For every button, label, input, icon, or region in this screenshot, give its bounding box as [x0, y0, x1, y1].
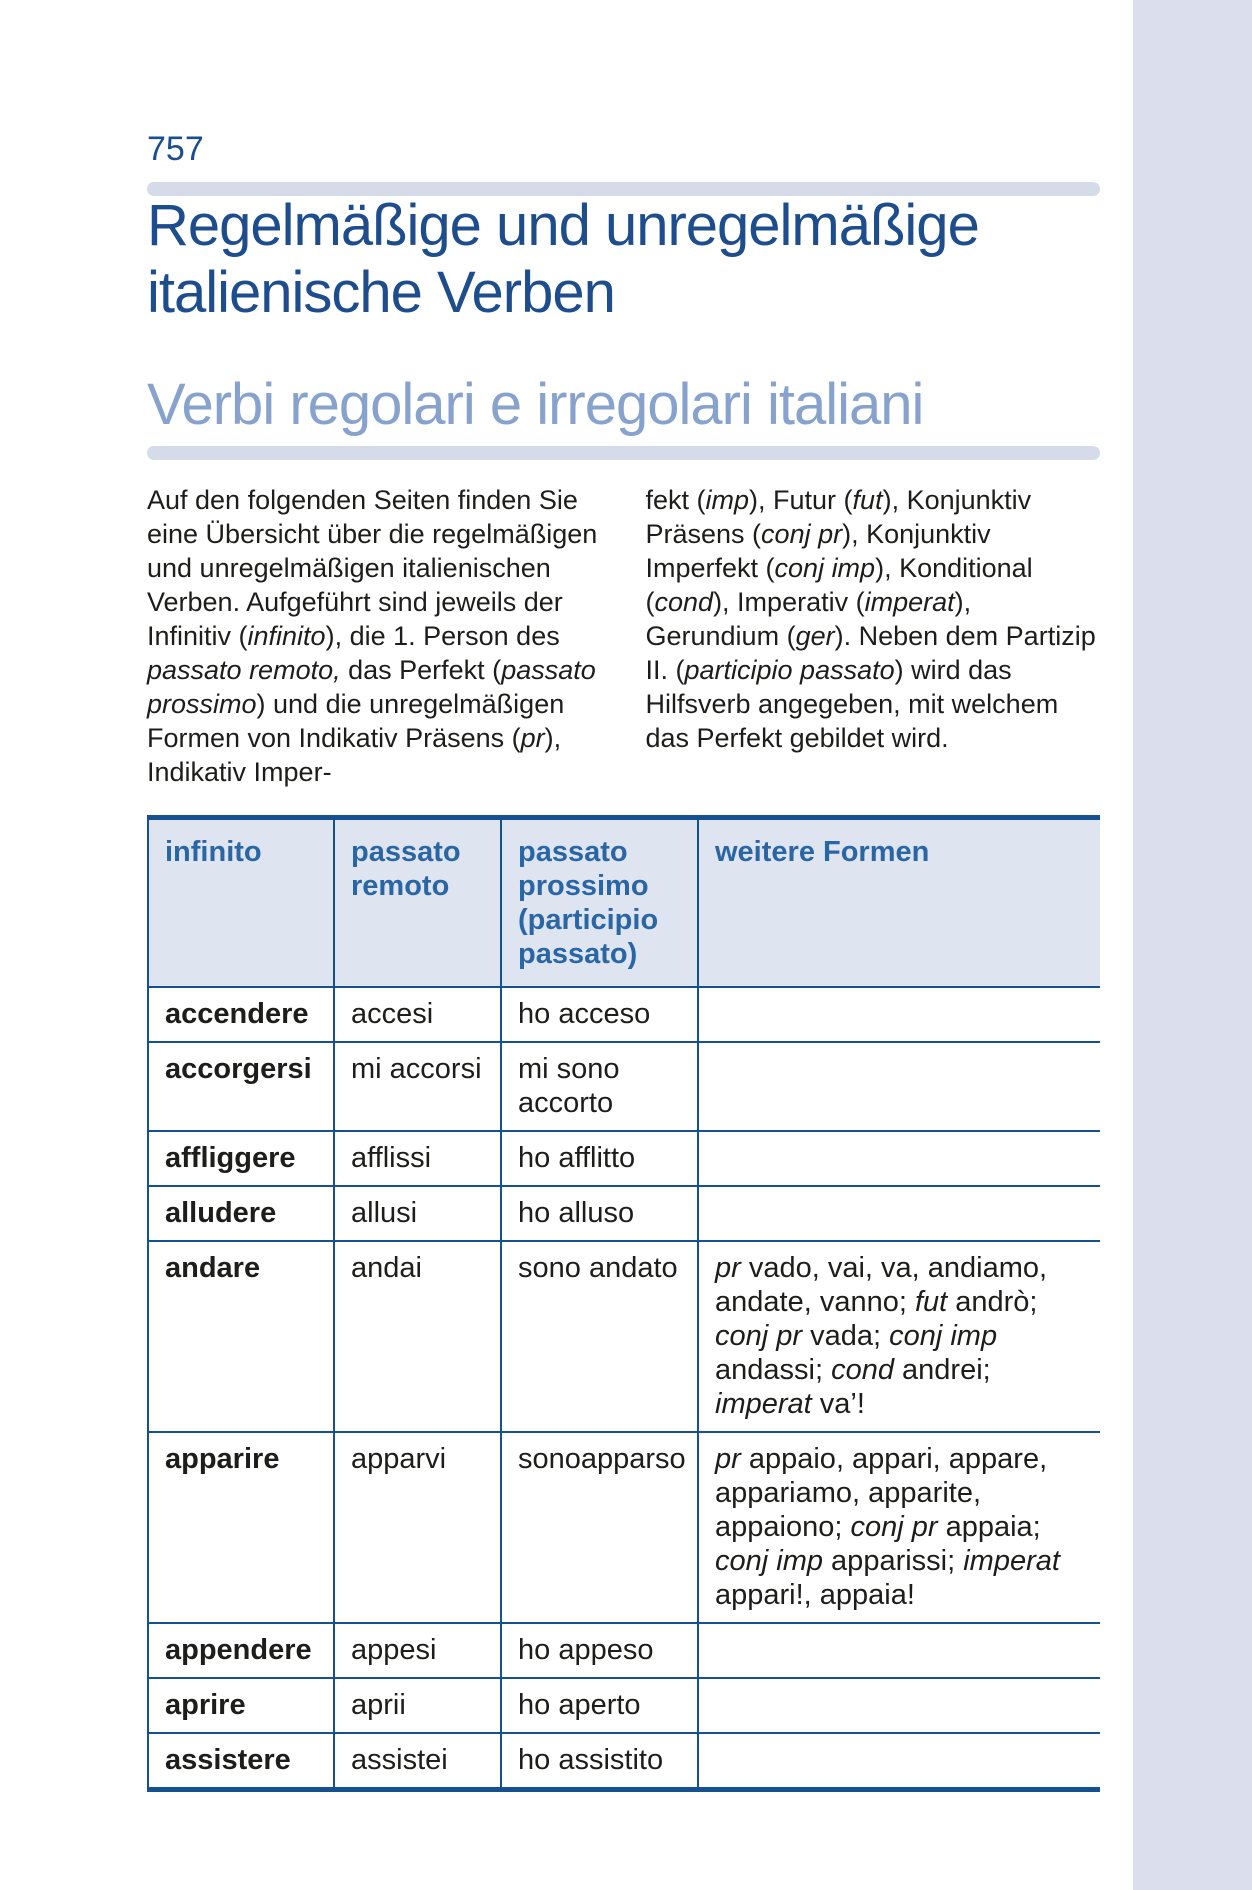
verb-row-aprire	[148, 1678, 1100, 1733]
column-header-passato-prossimo: passato prossimo (participio passato)	[501, 818, 698, 988]
verbs-table	[147, 815, 1100, 1792]
passato-remoto-cell: aprii	[334, 1678, 501, 1733]
passato-prossimo-cell: ho acceso	[501, 987, 698, 1042]
passato-prossimo-cell: ho afflitto	[501, 1131, 698, 1186]
passato-remoto-cell: assistei	[334, 1733, 501, 1790]
verb-row-andare	[148, 1241, 1100, 1432]
weitere-formen-cell	[698, 1623, 1100, 1678]
weitere-formen-cell: pr appaio, appari, appare, appariamo, apparite, appaiono; conj pr appaia; conj imp apparissi; imperat appari!, appaia!	[698, 1432, 1100, 1623]
verbs-table-body	[148, 987, 1100, 1790]
page-content	[147, 0, 1100, 1890]
passato-prossimo-cell: sono andato	[501, 1241, 698, 1432]
column-header-weitere-formen: weitere Formen	[698, 818, 1100, 988]
passato-prossimo-cell: sonoapparso	[501, 1432, 698, 1623]
page-title-german: Regelmäßige und unregelmäßige italienische Verben	[147, 193, 979, 325]
table-header-row	[148, 818, 1100, 988]
verb-row-affliggere	[148, 1131, 1100, 1186]
verb-row-apparire	[148, 1432, 1100, 1623]
weitere-formen-cell	[698, 987, 1100, 1042]
verb-table-container	[147, 815, 1100, 1792]
verb-row-appendere	[148, 1623, 1100, 1678]
column-header-passato-remoto: passato remoto	[334, 818, 501, 988]
verb-row-accendere	[148, 987, 1100, 1042]
passato-prossimo-cell: ho assistito	[501, 1733, 698, 1790]
infinito-cell: appendere	[148, 1623, 334, 1678]
passato-prossimo-cell: mi sono accorto	[501, 1042, 698, 1131]
intro-column-left: Auf den folgenden Seiten finden Sie eine Übersicht über die regelmäßigen und unregelmäßigen italienischen Verben. Aufgeführt sind jeweils der Infinitiv (infinito), die 1. Person des passato remoto, das Perfekt (passato prossimo) und die unregelmäßigen Formen von Indikativ Präsens (pr), Indikativ Imper-	[147, 485, 598, 787]
passato-prossimo-cell: ho appeso	[501, 1623, 698, 1678]
weitere-formen-cell	[698, 1186, 1100, 1241]
page-title-italian: Verbi regolari e irregolari italiani	[147, 372, 924, 437]
decorative-rule-middle	[147, 446, 1100, 460]
infinito-cell: alludere	[148, 1186, 334, 1241]
weitere-formen-cell: pr vado, vai, va, andiamo, andate, vanno; fut andrò; conj pr vada; conj imp andassi; cond andrei; imperat va’!	[698, 1241, 1100, 1432]
verb-row-accorgersi	[148, 1042, 1100, 1131]
weitere-formen-cell	[698, 1678, 1100, 1733]
infinito-cell: andare	[148, 1241, 334, 1432]
infinito-cell: aprire	[148, 1678, 334, 1733]
passato-remoto-cell: mi accorsi	[334, 1042, 501, 1131]
passato-remoto-cell: allusi	[334, 1186, 501, 1241]
passato-remoto-cell: andai	[334, 1241, 501, 1432]
passato-remoto-cell: appesi	[334, 1623, 501, 1678]
intro-column-right: fekt (imp), Futur (fut), Konjunktiv Präsens (conj pr), Konjunktiv Imperfekt (conj imp), Konditional (cond), Imperativ (imperat), Gerundium (ger). Neben dem Partizip II. (participio passato) wird das Hilfsverb angegeben, mit welchem das Perfekt gebildet wird.	[645, 485, 1096, 753]
passato-prossimo-cell: ho aperto	[501, 1678, 698, 1733]
infinito-cell: affliggere	[148, 1131, 334, 1186]
infinito-cell: accorgersi	[148, 1042, 334, 1131]
infinito-cell: accendere	[165, 998, 309, 1030]
passato-remoto-cell: accesi	[334, 987, 501, 1042]
column-header-infinito: infinito	[148, 818, 334, 988]
page-number: 757	[147, 130, 204, 168]
weitere-formen-cell	[698, 1131, 1100, 1186]
infinito-cell: assistere	[148, 1733, 334, 1790]
weitere-formen-cell	[698, 1733, 1100, 1790]
page-edge-strip	[1133, 0, 1252, 1890]
weitere-formen-cell	[698, 1042, 1100, 1131]
verb-row-assistere	[148, 1733, 1100, 1790]
intro-paragraph	[147, 483, 1100, 789]
verb-row-alludere	[148, 1186, 1100, 1241]
infinito-cell: apparire	[148, 1432, 334, 1623]
passato-remoto-cell: apparvi	[334, 1432, 501, 1623]
passato-remoto-cell: afflissi	[334, 1131, 501, 1186]
passato-prossimo-cell: ho alluso	[501, 1186, 698, 1241]
